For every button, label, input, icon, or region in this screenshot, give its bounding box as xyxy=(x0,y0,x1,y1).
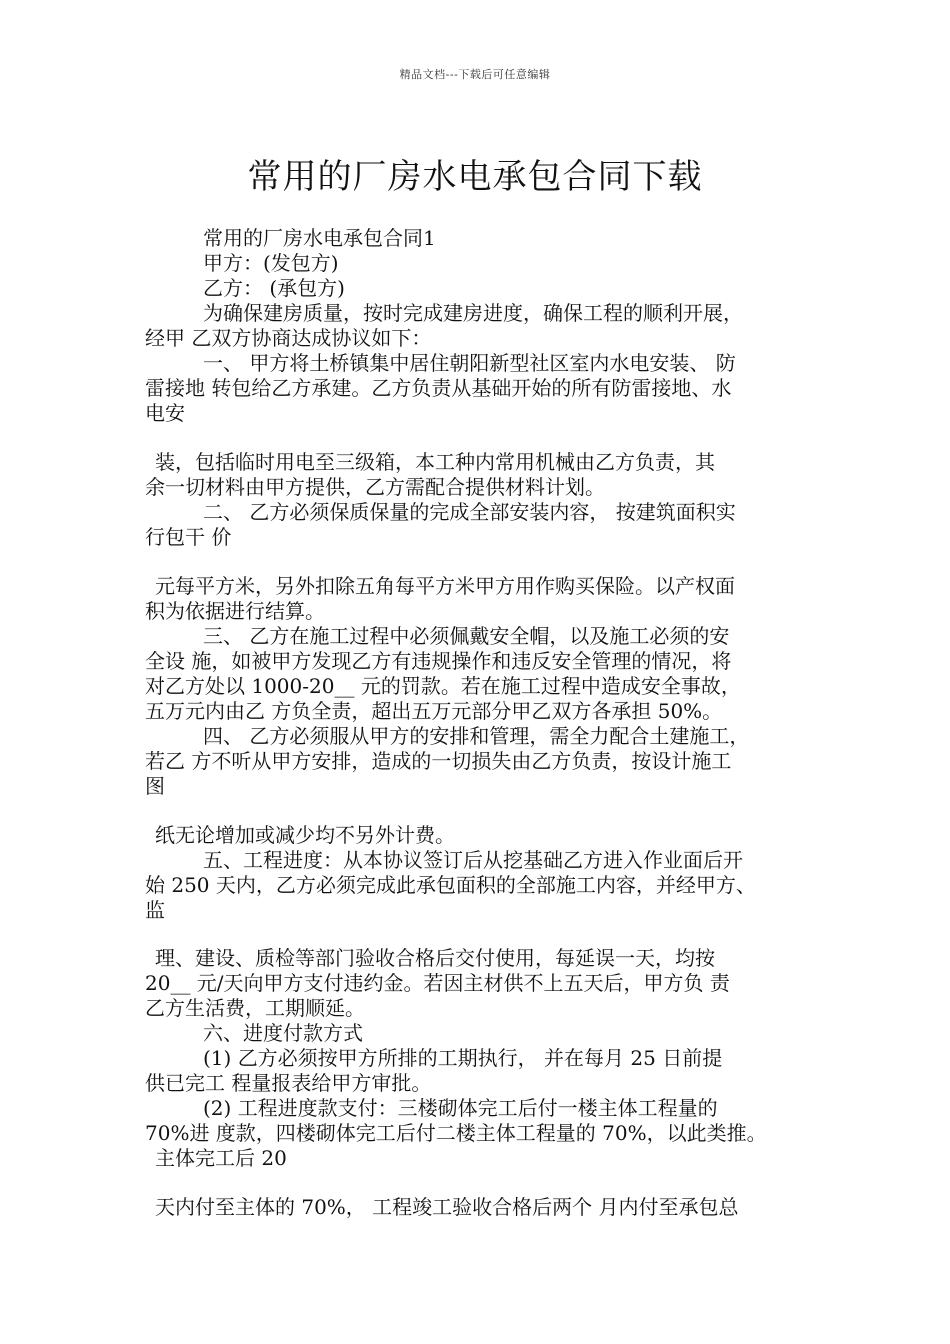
body-line: 始 250 天内，乙方必须完成此承包面积的全部施工内容，并经甲方、 xyxy=(145,873,756,897)
body-line: 常用的厂房水电承包合同1 xyxy=(203,226,436,250)
body-line: (1) 乙方必须按甲方所排的工期执行， 并在每月 25 日前提 xyxy=(203,1046,723,1070)
body-line: 全设 施，如被甲方发现乙方有违规操作和违反安全管理的情况，将 xyxy=(145,649,732,673)
body-line: 三、 乙方在施工过程中必须佩戴安全帽，以及施工必须的安 xyxy=(203,624,730,648)
body-line: 积为依据进行结算。 xyxy=(145,599,325,623)
body-line: 装，包括临时用电至三级箱，本工种内常用机械由乙方负责，其 xyxy=(155,450,715,474)
body-line: 20__ 元/天向甲方支付违约金。若因主材供不上五天后，甲方负 责 xyxy=(145,971,730,995)
body-line: 天内付至主体的 70%， 工程竣工验收合格后两个 月内付至承包总 xyxy=(155,1195,739,1219)
body-line: 为确保建房质量，按时完成建房进度，确保工程的顺利开展， xyxy=(203,301,743,325)
body-line: 六、进度付款方式 xyxy=(203,1021,363,1045)
body-line: 一、 甲方将土桥镇集中居住朝阳新型社区室内水电安装、 防 xyxy=(203,351,736,375)
body-line: 乙方： (承包方) xyxy=(203,276,345,300)
header-note: 精品文档---下载后可任意编辑 xyxy=(399,68,551,81)
body-line: 70%进 度款，四楼砌体完工后付二楼主体工程量的 70%，以此类推。 xyxy=(145,1121,767,1145)
body-line: 图 xyxy=(145,774,165,798)
body-line: 理、建设、质检等部门验收合格后交付使用，每延误一天，均按 xyxy=(155,946,715,970)
body-line: 五、工程进度：从本协议签订后从挖基础乙方进入作业面后开 xyxy=(203,848,743,872)
body-line: 余一切材料由甲方提供，乙方需配合提供材料计划。 xyxy=(145,475,605,499)
body-line: (2) 工程进度款支付：三楼砌体完工后付一楼主体工程量的 xyxy=(203,1096,718,1120)
body-line: 若乙 方不听从甲方安排，造成的一切损失由乙方负责，按设计施工 xyxy=(145,749,732,773)
body-line: 雷接地 转包给乙方承建。乙方负责从基础开始的所有防雷接地、水 xyxy=(145,376,732,400)
body-line: 甲方：(发包方) xyxy=(203,251,339,275)
body-line: 监 xyxy=(145,898,165,922)
body-line: 纸无论增加或减少均不另外计费。 xyxy=(155,823,455,847)
body-line: 五万元内由乙 方负全责，超出五万元部分甲乙双方各承担 50%。 xyxy=(145,699,723,723)
body-line: 乙方生活费，工期顺延。 xyxy=(145,996,365,1020)
body-line: 行包干 价 xyxy=(145,525,232,549)
body-line: 主体完工后 20 xyxy=(155,1146,287,1170)
body-line: 二、 乙方必须保质保量的完成全部安装内容， 按建筑面积实 xyxy=(203,500,736,524)
body-line: 电安 xyxy=(145,401,185,425)
document-title: 常用的厂房水电承包合同下载 xyxy=(247,156,703,197)
body-line: 对乙方处以 1000-20__ 元的罚款。若在施工过程中造成安全事故， xyxy=(145,674,741,698)
body-line: 四、 乙方必须服从甲方的安排和管理，需全力配合土建施工， xyxy=(203,724,750,748)
body-line: 供已完工 程量报表给甲方审批。 xyxy=(145,1071,432,1095)
body-line: 经甲 乙双方协商达成协议如下： xyxy=(145,326,432,350)
body-line: 元每平方米，另外扣除五角每平方米甲方用作购买保险。以产权面 xyxy=(155,574,735,598)
